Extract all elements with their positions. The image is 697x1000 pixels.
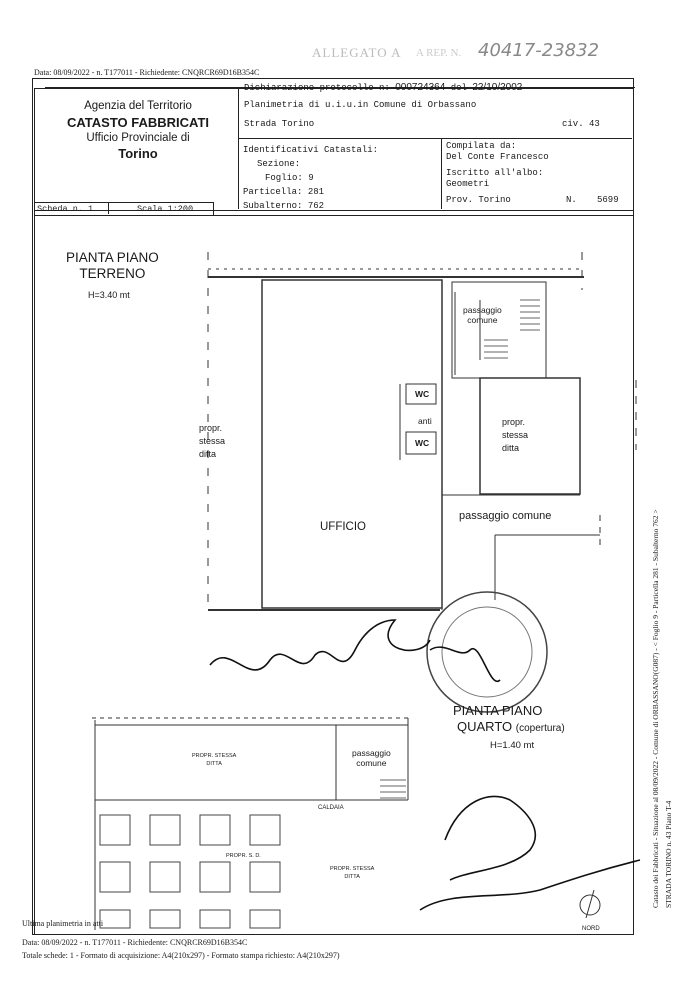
caldaia-label: CALDAIA xyxy=(318,805,344,811)
iscritto-label: Iscritto all'albo: xyxy=(446,168,544,178)
passaggio-top: passaggio comune xyxy=(463,305,502,325)
scala-label: Scala 1:200 xyxy=(137,204,194,214)
q-propr-top: PROPR. STESSA DITTA xyxy=(192,753,237,767)
subalterno-label: Subalterno: xyxy=(243,201,303,211)
rep-label: A REP. N. xyxy=(416,47,462,59)
propr-sd-label: PROPR. S. D. xyxy=(226,853,261,859)
footer-totale-line: Totale schede: 1 - Formato di acquisizione: A4(210x297) - Formato stampa richiesto: A4(210x297) xyxy=(22,951,340,960)
protocol-date: 22/10/2002 xyxy=(472,82,523,93)
foglio-label: Foglio: xyxy=(265,173,303,183)
fourth-title-line2: QUARTO (copertura) xyxy=(457,719,565,734)
ultima-planimetria: Ultima planimetria in atti xyxy=(22,919,104,928)
compiler-name: Del Conte Francesco xyxy=(446,152,549,162)
top-data-line: Data: 08/09/2022 - n. T177011 - Richiedente: CNQRCR69D16B354C xyxy=(34,68,260,77)
sezione-label: Sezione: xyxy=(257,159,301,169)
city-name: Torino xyxy=(118,146,158,161)
compilata-label: Compilata da: xyxy=(446,141,517,151)
allegato-label: ALLEGATO A xyxy=(312,45,402,60)
n-label: N. xyxy=(566,195,577,205)
identificativi-label: Identificativi Catastali: xyxy=(243,145,379,155)
ground-title-line1: PIANTA PIANO xyxy=(66,250,159,265)
civ-line: civ. 43 xyxy=(562,119,600,129)
wc-1: WC xyxy=(415,389,430,399)
particella-label: Particella: xyxy=(243,187,303,197)
propr-right: propr. stessa ditta xyxy=(502,417,529,453)
ground-floor-title xyxy=(66,250,159,282)
planimetria-line: Planimetria di u.i.u.in Comune di Orbassano xyxy=(244,100,477,110)
subalterno-value: 762 xyxy=(307,201,325,211)
protocol-label: Dichiarazione protocollo n: xyxy=(244,83,390,93)
prov-label: Prov. Torino xyxy=(446,195,511,205)
protocol-number: 000724364 xyxy=(395,82,446,93)
anti-label: anti xyxy=(418,416,432,426)
ground-height: H=3.40 mt xyxy=(88,290,130,300)
passaggio-comune-label: passaggio comune xyxy=(459,510,552,522)
fourth-title-line1: PIANTA PIANO xyxy=(453,703,543,718)
fourth-floor-title xyxy=(453,703,565,737)
agency-name: Agenzia del Territorio xyxy=(84,100,192,112)
albo-value: Geometri xyxy=(446,179,490,189)
fourth-height: H=1.40 mt xyxy=(490,740,535,751)
catasto-title: CATASTO FABBRICATI xyxy=(66,115,210,130)
foglio-value: 9 xyxy=(308,173,314,183)
side-text-2: STRADA TORINO n. 43 Piano T-4 xyxy=(664,800,673,908)
ufficio-label: UFFICIO xyxy=(320,521,366,533)
footer-data-line: Data: 08/09/2022 - n. T177011 - Richiedente: CNQRCR69D16B354C xyxy=(22,938,248,947)
wc-2: WC xyxy=(415,438,430,448)
q-propr-bottom: PROPR. STESSA DITTA xyxy=(330,866,375,880)
scheda-label: Scheda n. 1 xyxy=(37,204,94,214)
propr-left: propr. stessa ditta xyxy=(199,423,226,459)
particella-value: 281 xyxy=(307,187,325,197)
n-value: 5699 xyxy=(597,195,619,205)
q-passaggio: passaggio comune xyxy=(352,748,391,768)
side-text-1: Catasto dei Fabbricati - Situazione al 08/09/2022 - Comune di ORBASSANO(G087) - < Foglio 9 - Particella 281 - Subalterno 762 > xyxy=(651,509,660,908)
copertura-label: (copertura) xyxy=(515,723,565,734)
del-label: del xyxy=(450,83,467,93)
street-line: Strada Torino xyxy=(244,119,315,129)
ground-title-line2: TERRENO xyxy=(79,266,146,281)
ufficio-label: Ufficio Provinciale di xyxy=(86,132,190,144)
nord-label: NORD xyxy=(582,926,600,932)
rep-number: 40417-23832 xyxy=(478,40,600,61)
